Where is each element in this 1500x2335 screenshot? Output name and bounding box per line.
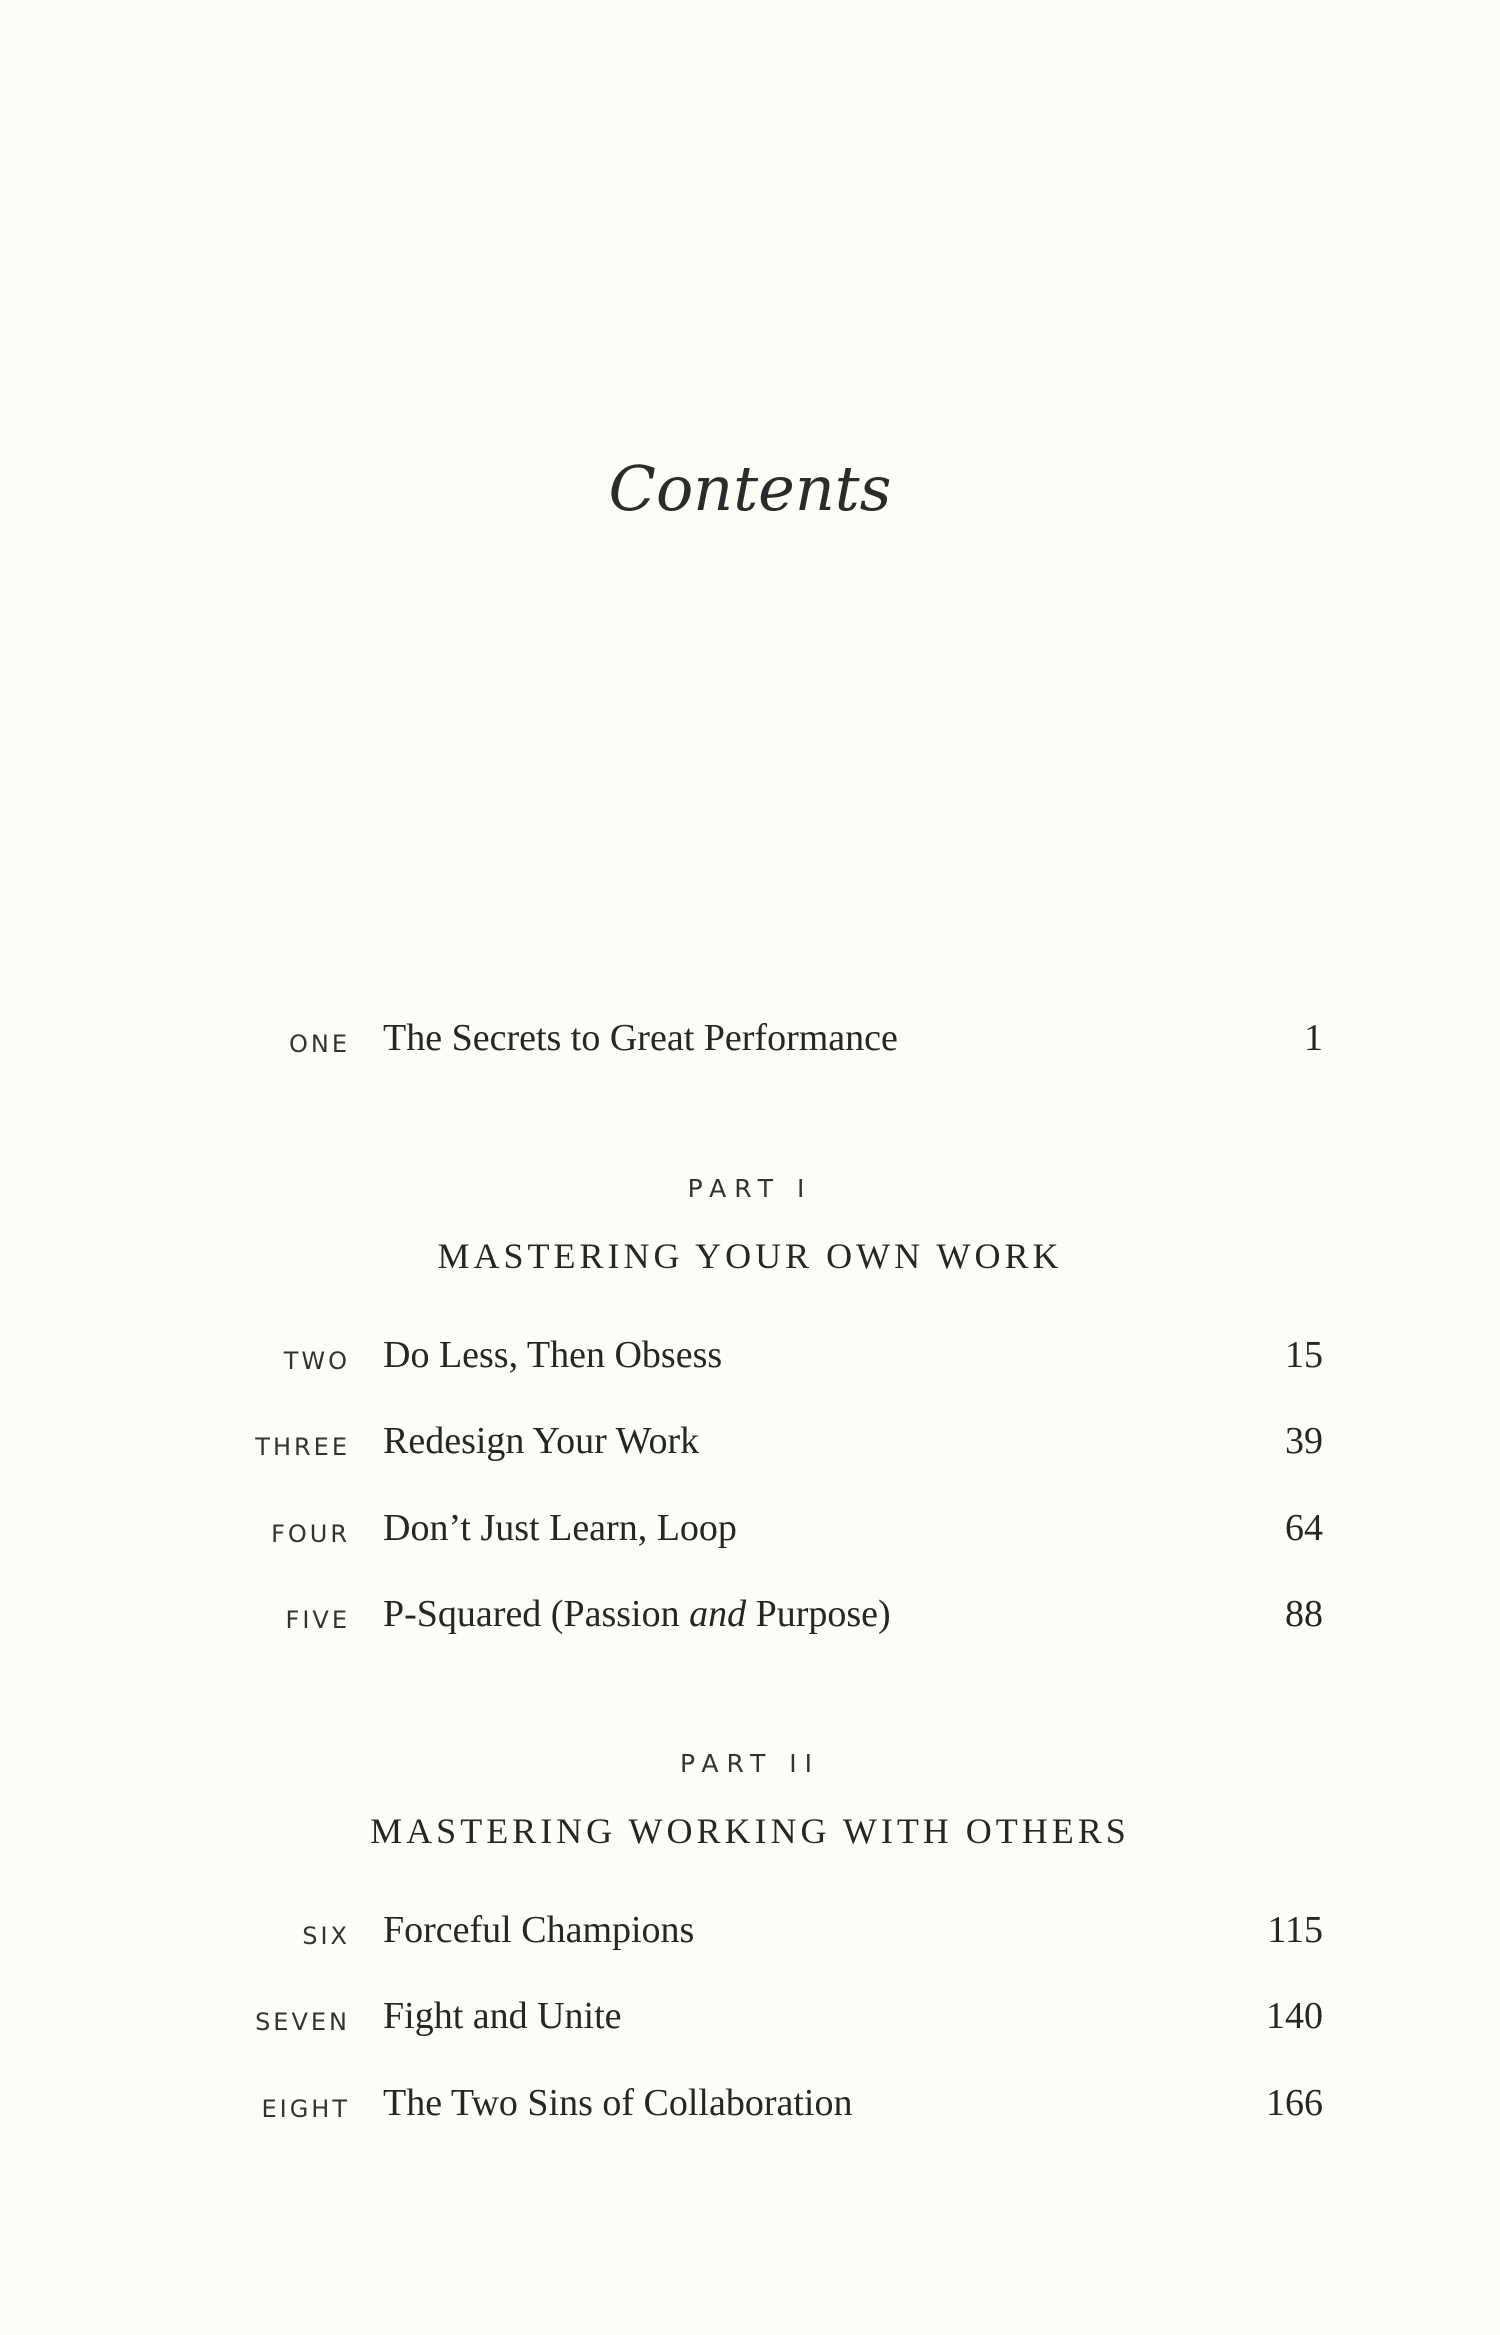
- chapter-number: FOUR: [271, 1520, 350, 1548]
- page-number: 1: [1304, 1017, 1323, 1059]
- page-number: 15: [1285, 1334, 1323, 1376]
- toc-entry-one[interactable]: [0, 1010, 1500, 1074]
- chapter-title: Redesign Your Work: [383, 1420, 700, 1462]
- chapter-title-start: P-Squared (Passion: [383, 1593, 690, 1635]
- toc-entry-seven[interactable]: [0, 1988, 1500, 2052]
- chapter-title: Don’t Just Learn, Loop: [383, 1507, 737, 1549]
- part-title: MASTERING YOUR OWN WORK: [437, 1236, 1063, 1276]
- part-label: PART II: [679, 1749, 821, 1778]
- page-title: Contents: [608, 452, 892, 525]
- chapter-title-italic: and: [689, 1593, 747, 1635]
- page-number: 88: [1285, 1593, 1323, 1635]
- chapter-number: FIVE: [285, 1606, 350, 1634]
- chapter-number: SIX: [302, 1922, 350, 1950]
- page-number: 115: [1267, 1909, 1323, 1951]
- toc-entry-eight[interactable]: [0, 2075, 1500, 2139]
- chapter-number: TWO: [283, 1347, 350, 1375]
- toc-entry-four[interactable]: [0, 1500, 1500, 1564]
- part-title: MASTERING WORKING WITH OTHERS: [370, 1811, 1130, 1851]
- page-number: 39: [1285, 1420, 1323, 1462]
- toc-entry-five[interactable]: [0, 1586, 1500, 1650]
- chapter-title: The Two Sins of Collaboration: [383, 2082, 853, 2124]
- chapter-title: Forceful Champions: [383, 1909, 695, 1951]
- chapter-title-end: Purpose): [746, 1593, 891, 1635]
- part-label: PART I: [687, 1174, 813, 1203]
- page-number: 64: [1285, 1507, 1323, 1549]
- chapter-title: [383, 1592, 891, 1636]
- toc-entry-two[interactable]: [0, 1327, 1500, 1391]
- page-number: 140: [1266, 1995, 1323, 2037]
- chapter-number: SEVEN: [255, 2008, 350, 2036]
- page-number: 166: [1266, 2082, 1323, 2124]
- chapter-number: EIGHT: [261, 2095, 350, 2123]
- toc-entry-six[interactable]: [0, 1902, 1500, 1966]
- chapter-title: The Secrets to Great Performance: [383, 1017, 898, 1059]
- chapter-number: THREE: [255, 1433, 350, 1461]
- chapter-number: ONE: [288, 1030, 350, 1058]
- chapter-title: Do Less, Then Obsess: [383, 1334, 723, 1376]
- toc-entry-three[interactable]: [0, 1413, 1500, 1477]
- chapter-title: Fight and Unite: [383, 1995, 622, 2037]
